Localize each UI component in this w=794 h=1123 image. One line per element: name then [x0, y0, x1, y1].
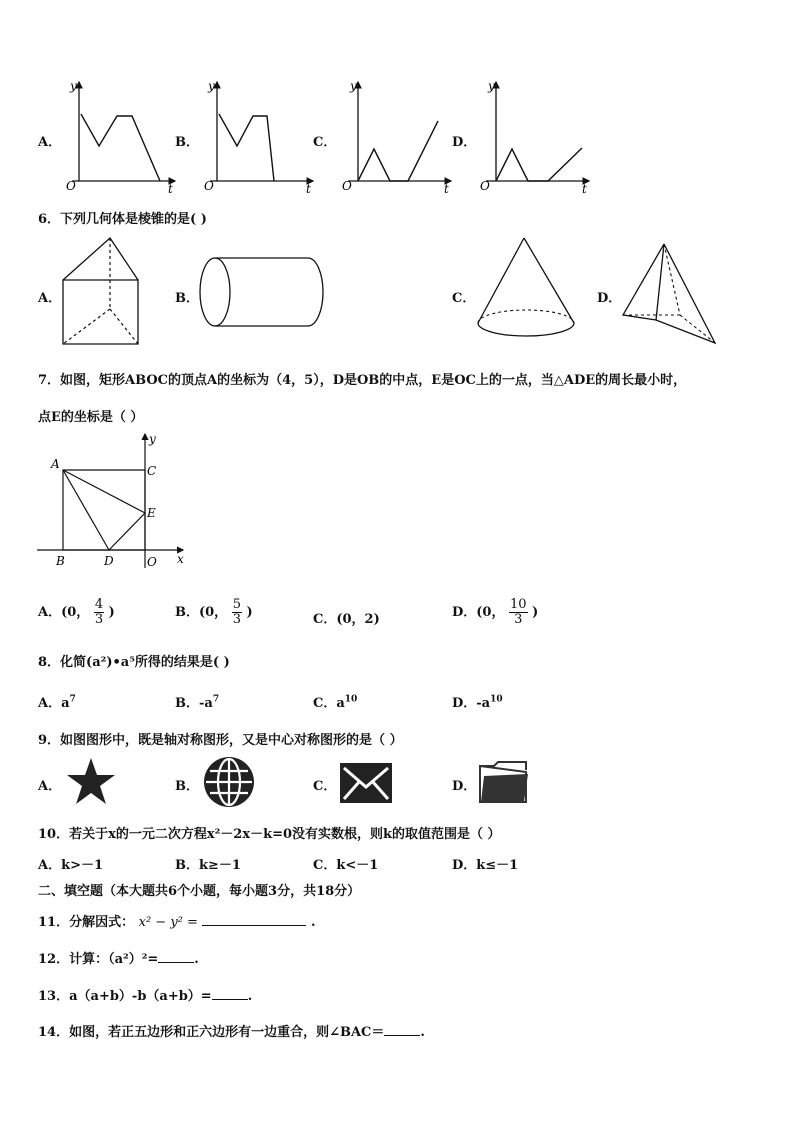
fraction: $\frac{4}{3}$: [94, 597, 104, 627]
svg-text:y: y: [208, 79, 215, 93]
q6-option-c-label[interactable]: C．: [452, 291, 476, 306]
option-label: B．: [175, 135, 199, 150]
q9-option-b-label[interactable]: B．: [175, 779, 199, 794]
svg-text:t: t: [444, 182, 449, 196]
graph-c: [338, 76, 458, 196]
svg-text:y: y: [488, 79, 495, 93]
svg-text:y: y: [70, 79, 77, 93]
svg-text:O: O: [480, 179, 490, 193]
question-7-stem-line2: 点E的坐标是（ ）: [38, 410, 144, 425]
question-12: 12．计算：（a²）²= .: [38, 952, 199, 967]
q9-option-c-label[interactable]: C．: [313, 779, 337, 794]
q8-option-c[interactable]: C．$a^{10}$: [313, 694, 358, 711]
option-label: D．: [452, 135, 477, 150]
svg-text:E: E: [147, 506, 156, 520]
svg-text:t: t: [168, 182, 173, 196]
graph-a: [62, 76, 182, 196]
q6-option-a-label[interactable]: A．: [38, 291, 62, 306]
question-8-stem: 8．化简(a²)•a⁵所得的结果是( ): [38, 655, 230, 670]
triangular-prism-figure: [58, 234, 148, 349]
option-label: A．: [38, 135, 62, 150]
q6-option-d-label[interactable]: D．: [597, 291, 622, 306]
q10-option-a[interactable]: A．k>－1: [38, 858, 104, 873]
globe-icon: [202, 755, 256, 809]
q8-option-b[interactable]: B．$-a^7$: [175, 694, 220, 711]
option-label: C．: [313, 135, 337, 150]
svg-text:O: O: [342, 179, 352, 193]
star-icon: [64, 756, 118, 808]
pyramid-figure: [620, 240, 720, 348]
question-14: 14．如图，若正五边形和正六边形有一边重合，则∠BAC＝ .: [38, 1025, 425, 1040]
question-7-stem-line1: 7．如图，矩形ABOC的顶点A的坐标为（4，5），D是OB的中点，E是OC上的一点，当△ADE的周长最小时，: [38, 373, 687, 388]
q10-option-b[interactable]: B．k≥－1: [175, 858, 241, 873]
question-6-stem: 6．下列几何体是棱锥的是( ): [38, 212, 207, 227]
envelope-icon: [338, 761, 394, 805]
q8-option-d[interactable]: D．$-a^{10}$: [452, 694, 503, 711]
q7-option-b[interactable]: B．(0， $\frac{5}{3}$ ): [175, 597, 253, 627]
svg-text:O: O: [204, 179, 214, 193]
fraction: $\frac{5}{3}$: [232, 597, 241, 627]
svg-text:y: y: [149, 432, 156, 446]
svg-text:t: t: [582, 182, 587, 196]
math-expression: x² − y² =: [138, 915, 198, 930]
q7-option-d[interactable]: D．(0， $\frac{10}{3}$ ): [452, 597, 539, 627]
svg-text:D: D: [104, 554, 114, 568]
svg-text:B: B: [56, 554, 65, 568]
question-10-stem: 10．若关于x的一元二次方程x²－2x－k=0没有实数根，则k的取值范围是（ ）: [38, 827, 501, 842]
answer-blank[interactable]: [202, 913, 306, 926]
question-11: 11．分解因式： x² − y² = .: [38, 915, 316, 930]
answer-blank[interactable]: [212, 987, 248, 1000]
q7-option-a[interactable]: A．(0， $\frac{4}{3}$ ): [38, 597, 115, 627]
answer-blank[interactable]: [384, 1023, 420, 1036]
question-9-stem: 9．如图图形中，既是轴对称图形，又是中心对称图形的是（ ）: [38, 733, 403, 748]
svg-text:x: x: [177, 552, 184, 566]
graph-d: [476, 76, 596, 196]
svg-text:y: y: [350, 79, 357, 93]
q7-option-c[interactable]: C．(0，2): [313, 612, 380, 627]
svg-text:O: O: [147, 555, 157, 569]
folder-icon: [476, 758, 532, 806]
rectangle-aboc-figure: [35, 428, 195, 576]
q10-option-d[interactable]: D．k≤－1: [452, 858, 519, 873]
q10-option-c[interactable]: C．k<－1: [313, 858, 379, 873]
svg-text:C: C: [147, 464, 157, 478]
q6-option-b-label[interactable]: B．: [175, 291, 199, 306]
answer-blank[interactable]: [158, 950, 194, 963]
section-2-title: 二、填空题（本大题共6个小题，每小题3分，共18分）: [38, 884, 361, 899]
q8-option-a[interactable]: A．$a^7$: [38, 694, 76, 711]
svg-text:t: t: [306, 182, 311, 196]
graph-b: [200, 76, 320, 196]
question-13: 13．a（a+b）-b（a+b）= .: [38, 989, 253, 1004]
cylinder-figure: [198, 254, 328, 330]
cone-figure: [474, 235, 584, 347]
q9-option-a-label[interactable]: A．: [38, 779, 62, 794]
q9-option-d-label[interactable]: D．: [452, 779, 477, 794]
svg-text:O: O: [66, 179, 76, 193]
fraction: $\frac{10}{3}$: [510, 597, 527, 627]
svg-text:A: A: [51, 457, 60, 471]
